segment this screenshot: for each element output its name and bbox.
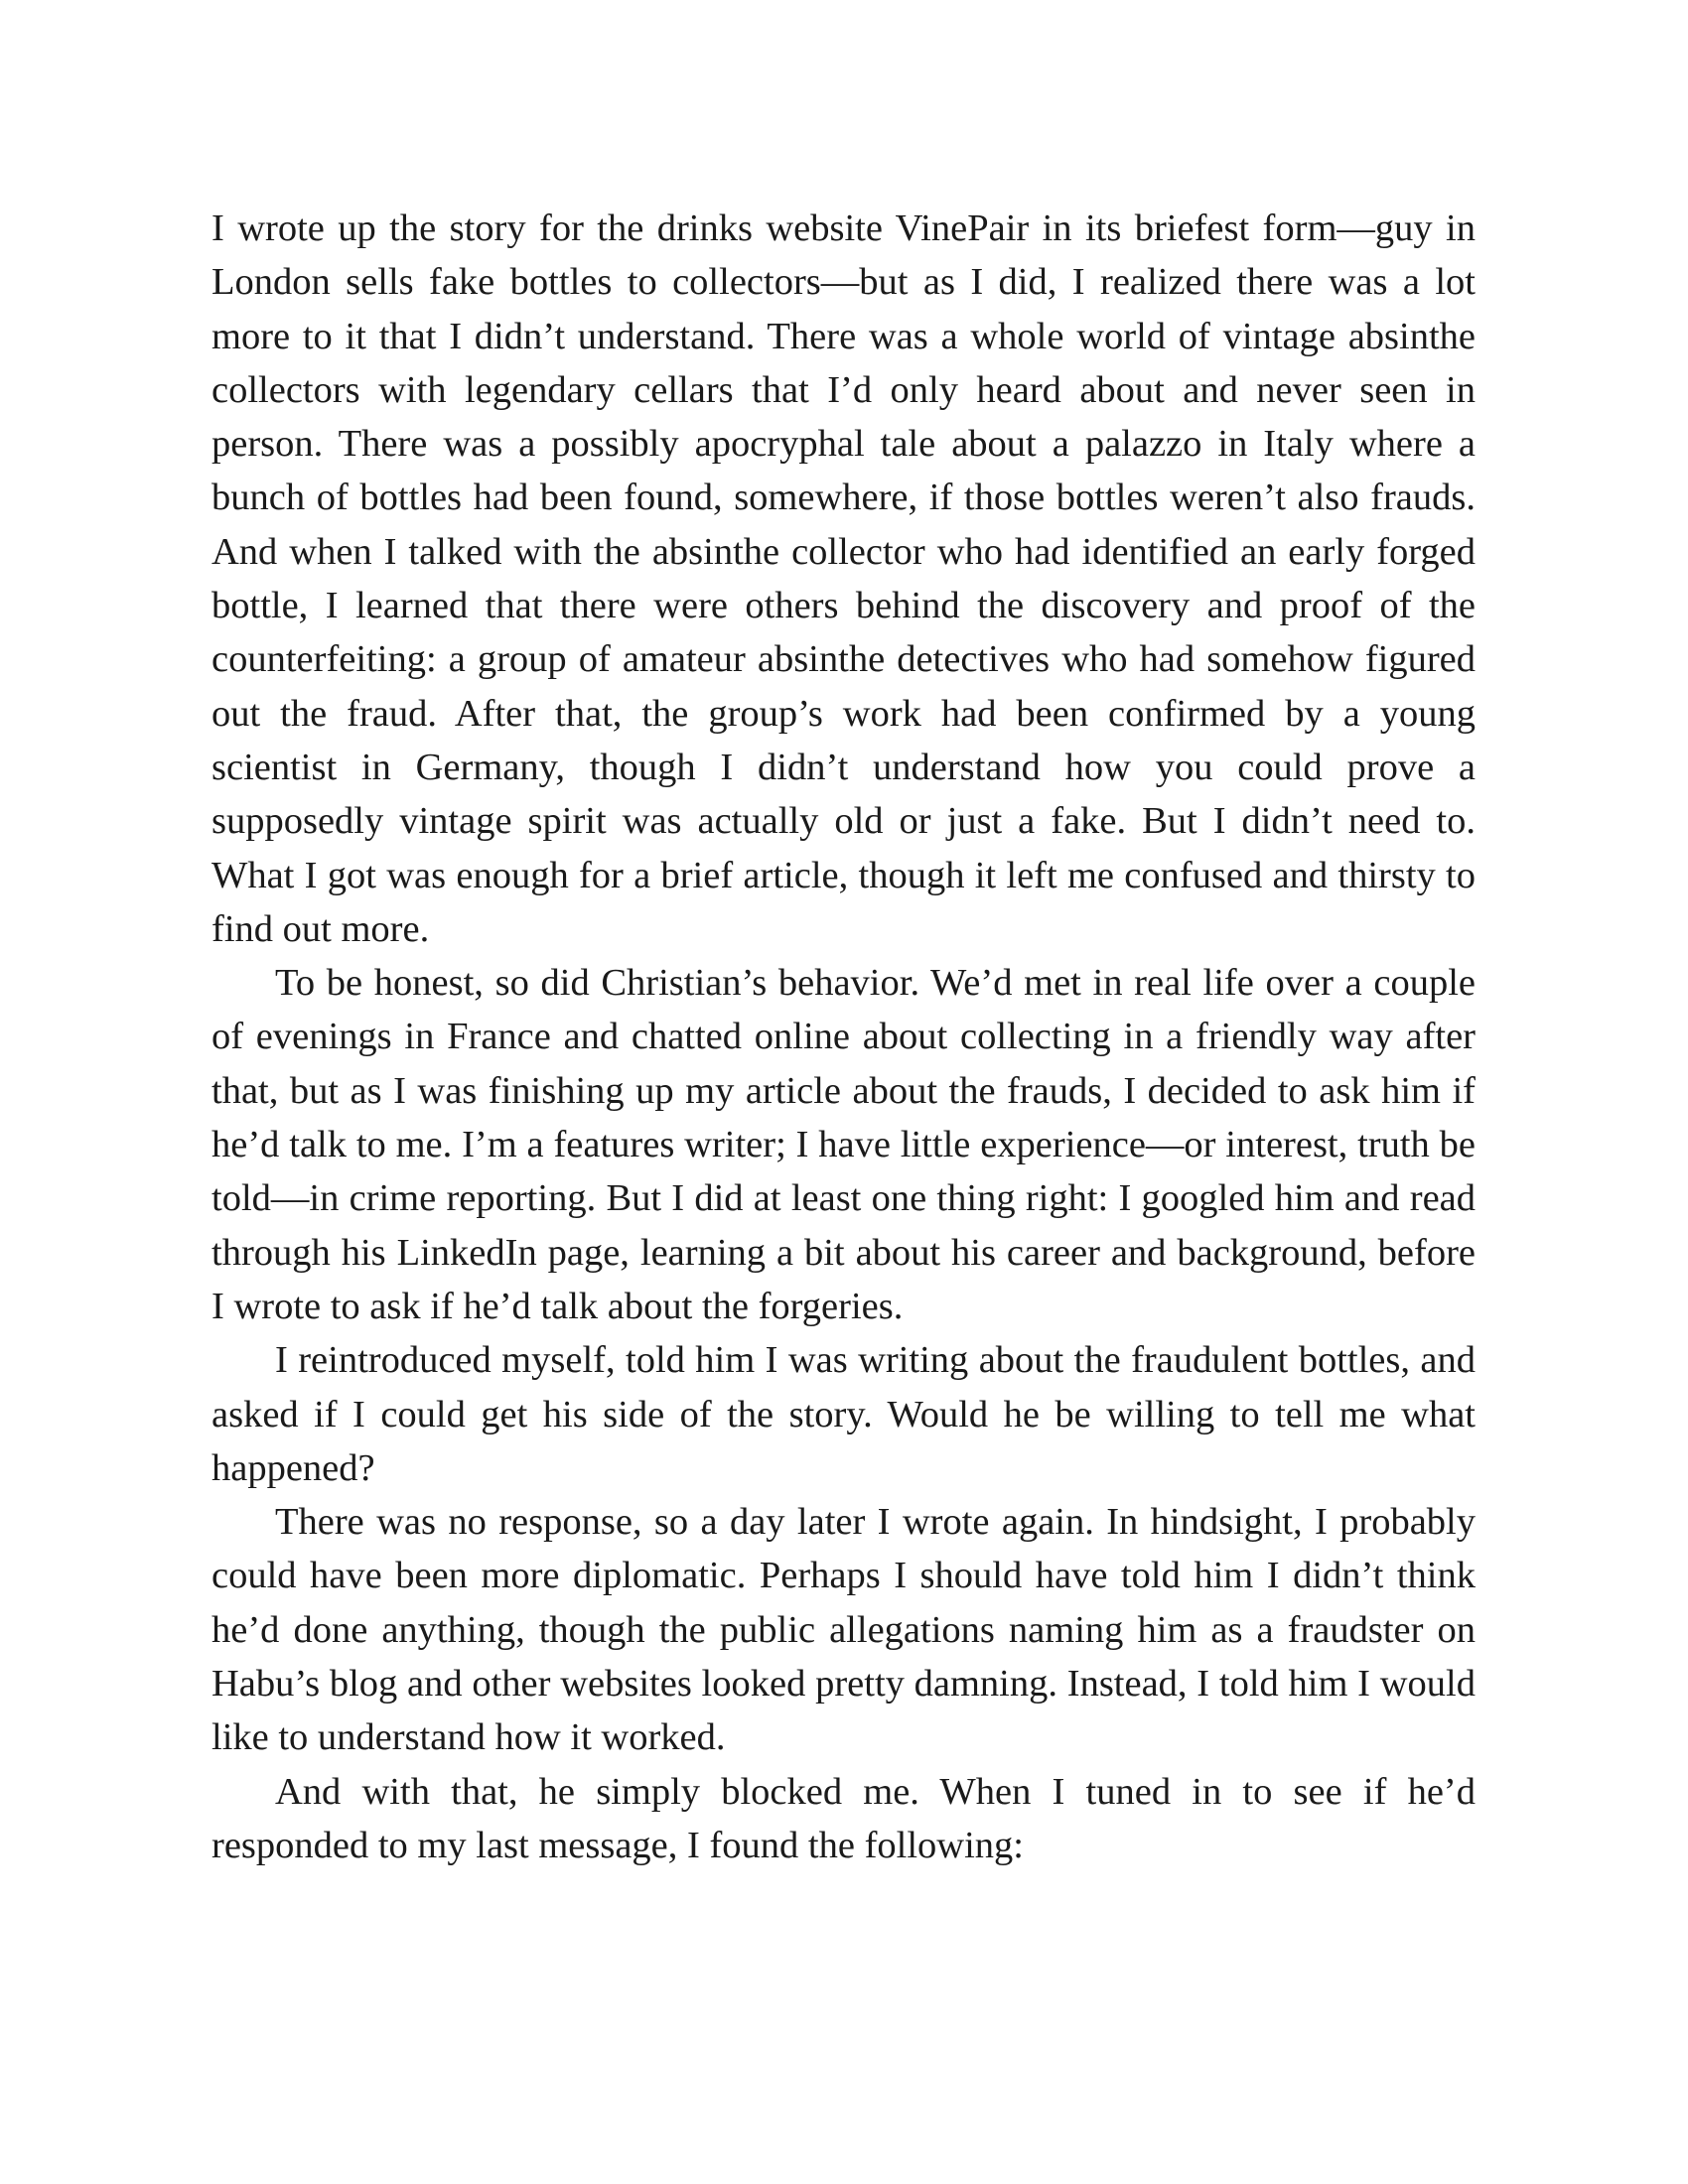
paragraph: There was no response, so a day later I wrote again. In hindsight, I probably could have been more diplomatic. Perhaps I should have told him I didn’t think he’d done anything, though the public allegations naming him as a fraudster on Habu’s blog and other websites looked pretty damning. Instead, I told him I would like to understand how it worked.: [211, 1501, 1476, 1759]
paragraph: I reintroduced myself, told him I was writing about the fraudulent bottles, and asked if I could get his side of the story. Would he be willing to tell me what happened?: [211, 1339, 1476, 1489]
paragraph: To be honest, so did Christian’s behavior. We’d met in real life over a couple of evenings in France and chatted online about collecting in a friendly way after that, but as I was finishing up my article about the frauds, I decided to ask him if he’d talk to me. I’m a features writer; I have little experience—or interest, truth be told—in crime reporting. But I did at least one thing right: I googled him and read through his LinkedIn page, learning a bit about his career and background, before I wrote to ask if he’d talk about the forgeries.: [211, 962, 1476, 1327]
paragraph: I wrote up the story for the drinks website VinePair in its briefest form—guy in London sells fake bottles to collectors—but as I did, I realized there was a lot more to it that I didn’t understand. There was a whole world of vintage absinthe collectors with legendary cellars that I’d only heard about and never seen in person. There was a possibly apocryphal tale about a palazzo in Italy where a bunch of bottles had been found, somewhere, if those bottles weren’t also frauds. And when I talked with the absinthe collector who had identified an early forged bottle, I learned that there were others behind the discovery and proof of the counterfeiting: a group of amateur absinthe detectives who had somehow figured out the fraud. After that, the group’s work had been confirmed by a young scientist in Germany, though I didn’t understand how you could prove a supposedly vintage spirit was actually old or just a fake. But I didn’t need to. What I got was enough for a brief article, though it left me confused and thirsty to find out more.: [211, 207, 1476, 950]
page-body: [211, 202, 1476, 1872]
paragraph: And with that, he simply blocked me. When I tuned in to see if he’d responded to my last message, I found the following:: [211, 1770, 1476, 1866]
